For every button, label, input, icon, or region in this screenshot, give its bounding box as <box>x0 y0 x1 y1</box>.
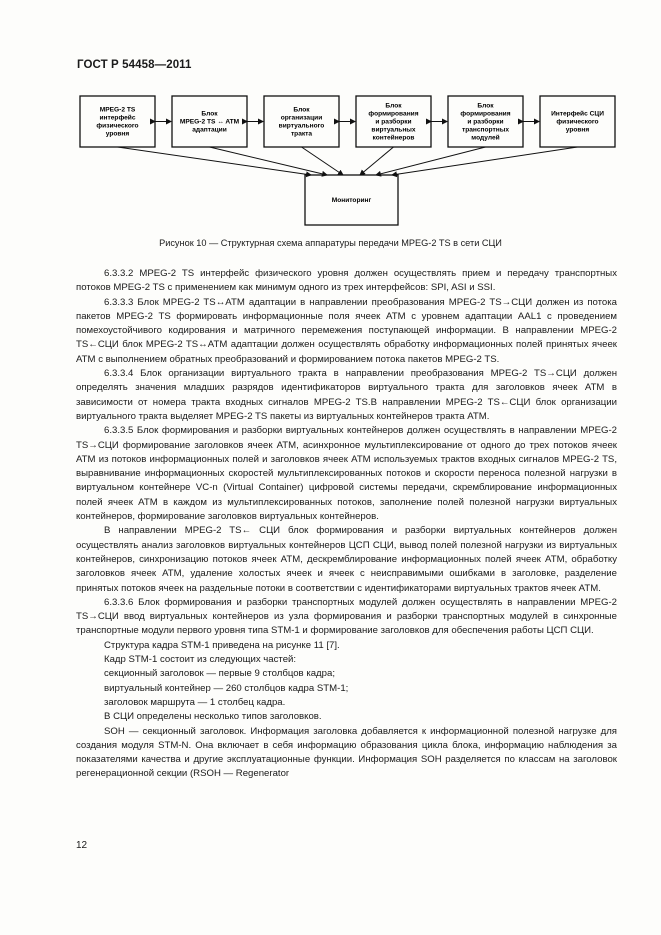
diagram-box-b4-line: контейнеров <box>372 134 415 142</box>
diagram-box-b4-line: формирования <box>368 110 419 118</box>
line-header-types: В СЦИ определены несколько типов заголовков. <box>104 711 322 723</box>
diagram-box-monitor-line: Мониторинг <box>331 197 372 204</box>
diagram-box-b5-line: транспортных <box>461 126 510 134</box>
diagram-box-b6-line: уровня <box>565 126 590 134</box>
line-frame-parts: Кадр STM-1 состоит из следующих частей: <box>104 654 297 666</box>
paragraph-6-3-3-6: 6.3.3.6 Блок формирования и разборки транспортных модулей должен осуществлять в направлении MPEG-2 TS→СЦИ ввод виртуальных контейнеров из узла формирования и разборки транспортных модулей в синхронные транспортные модули первого уровня типа STM-1 и формирование заголовков для обеспечения работы ЦСП СЦИ. <box>76 596 617 637</box>
line-virtual-container: виртуальный контейнер — 260 столбцов кадра STM-1; <box>104 682 349 694</box>
line-route-header: заголовок маршрута — 1 столбец кадра. <box>104 696 286 708</box>
diagram-box-b4-line: Блок <box>385 102 402 110</box>
paragraph-reverse-direction: В направлении MPEG-2 TS← СЦИ блок формирования и разборки виртуальных контейнеров должен осуществлять анализ заголовков виртуальных контейнеров ЦСП СЦИ, вывод полей полезной нагрузки из виртуальных контейнеров, синхронизацию потоков ячеек ATM, дескремблирование информационных полей ячеек ATM, обработку заголовков ячеек ATM, удаление холостых ячеек и ячеек с неисправимыми ошибками в заголовке, разделение принятых потоков ячеек на раздельные потоки в соответствии с идентификаторами виртуальных трактов ячеек ATM. <box>76 525 617 594</box>
diagram-box-b2-line: Блок <box>201 110 218 118</box>
paragraph-6-3-3-5: 6.3.3.5 Блок формирования и разборки виртуальных контейнеров должен осуществлять в направлении MPEG-2 TS→СЦИ формирование заголовков ячеек ATM, асинхронное мультиплексирование от одного до трех потоков ячеек ATM из потоков информационных полей и заголовков ячеек ATM используемых трактов входных сигналов MPEG-2 TS, выравнивание информационных скоростей мультиплексированных потоков и скорости переноса полезной нагрузки в виртуальном контейнере VC-n (Virtual Container) цифровой системы передачи, скремблирование информационных полей ячеек ATM в каждом из мультиплексированных потоков, заполнение полей полезной нагрузки виртуальных контейнеров, формирование заголовков виртуальных контейнеров. <box>76 425 617 523</box>
diagram-box-b2-line: MPEG-2 TS ↔ ATM <box>179 118 240 126</box>
diagram-box-b1-line: уровня <box>105 130 130 138</box>
diagram-link-to-monitor <box>360 147 394 175</box>
paragraph-soh: SOH — секционный заголовок. Информация заголовка добавляется к информационной полезной нагрузке для создания модуля STM-N. Она включает в себя информацию образования цикла блока, информацию наблюдения за показателями качества и другие эксплуатационные функции. Информация SOH разделяется по классам на заголовок регенерационной секции (RSOH — Regenerator <box>76 725 617 780</box>
line-frame-structure: Структура кадра STM-1 приведена на рисунке 11 [7]. <box>104 639 340 651</box>
diagram-box-b5-line: Блок <box>477 102 494 110</box>
body-text <box>76 267 617 782</box>
paragraph-6-3-3-4: 6.3.3.4 Блок организации виртуального тракта в направлении преобразования MPEG-2 TS→СЦИ должен определять значения младших разрядов идентификаторов виртуального тракта для заголовков ячеек ATM в зависимости от номера тракта входных сигналов MPEG-2 TS.В направлении MPEG-2 TS←СЦИ блок организации виртуального тракта выделяет MPEG-2 TS пакеты из виртуальных контейнеров тракта ATM. <box>76 368 617 422</box>
diagram-box-b3-line: Блок <box>293 106 310 114</box>
diagram-link-to-monitor <box>118 147 312 175</box>
diagram-box-b6-line: физического <box>556 118 599 126</box>
diagram-box-b2-line: адаптации <box>192 126 227 134</box>
diagram-box-b3-line: тракта <box>290 130 313 138</box>
diagram-box-b5-line: формирования <box>460 110 511 118</box>
diagram-box-b1-line: интерфейс <box>99 114 136 122</box>
diagram-box-b5-line: модулей <box>471 134 500 142</box>
line-section-header: секционный заголовок — первые 9 столбцов кадра; <box>104 668 335 680</box>
diagram-link-to-monitor <box>210 147 328 175</box>
figure-caption: Рисунок 10 — Структурная схема аппаратуры передачи MPEG-2 TS в сети СЦИ <box>159 238 502 248</box>
diagram-box-b3 <box>264 96 339 147</box>
page-number: 12 <box>76 840 88 851</box>
diagram-link-to-monitor <box>392 147 578 175</box>
diagram-link-to-monitor <box>376 147 486 175</box>
diagram-box-b3-line: организации <box>280 114 323 122</box>
diagram-box-b6-line: Интерфейс СЦИ <box>551 110 604 118</box>
diagram-box-b1-line: физического <box>96 122 139 130</box>
diagram-box-b3-line: виртуального <box>278 122 325 130</box>
diagram-box-b1-line: MPEG-2 TS <box>99 106 136 114</box>
document-header: ГОСТ Р 54458—2011 <box>77 59 192 71</box>
diagram-box-b4-line: и разборки <box>375 118 412 126</box>
paragraph-6-3-3-2: 6.3.3.2 MPEG-2 TS интерфейс физического уровня должен осуществлять прием и передачу транспортных потоков MPEG-2 TS с применением как минимум одного из трех интерфейсов: SPI, ASI и SSI. <box>76 268 617 294</box>
diagram-box-b4-line: виртуальных <box>371 126 416 134</box>
structure-diagram <box>0 0 661 260</box>
diagram-box-b5-line: и разборки <box>467 118 504 126</box>
paragraph-6-3-3-3: 6.3.3.3 Блок MPEG-2 TS↔ATM адаптации в направлении преобразования MPEG-2 TS→СЦИ должен из потока пакетов MPEG-2 TS формировать информационные поля ячеек ATM с уровнем адаптации AAL1 с проведением помехоустойчивого кодирования и матричного перемежения поступающей информации. В направлении MPEG-2 TS←СЦИ блок MPEG-2 TS↔ATM адаптации должен осуществлять обработку информационных полей принятых ячеек ATM с выполнением обратных преобразований и формированием потока пакетов MPEG-2 TS. <box>76 296 617 365</box>
diagram-box-b1 <box>80 96 155 147</box>
